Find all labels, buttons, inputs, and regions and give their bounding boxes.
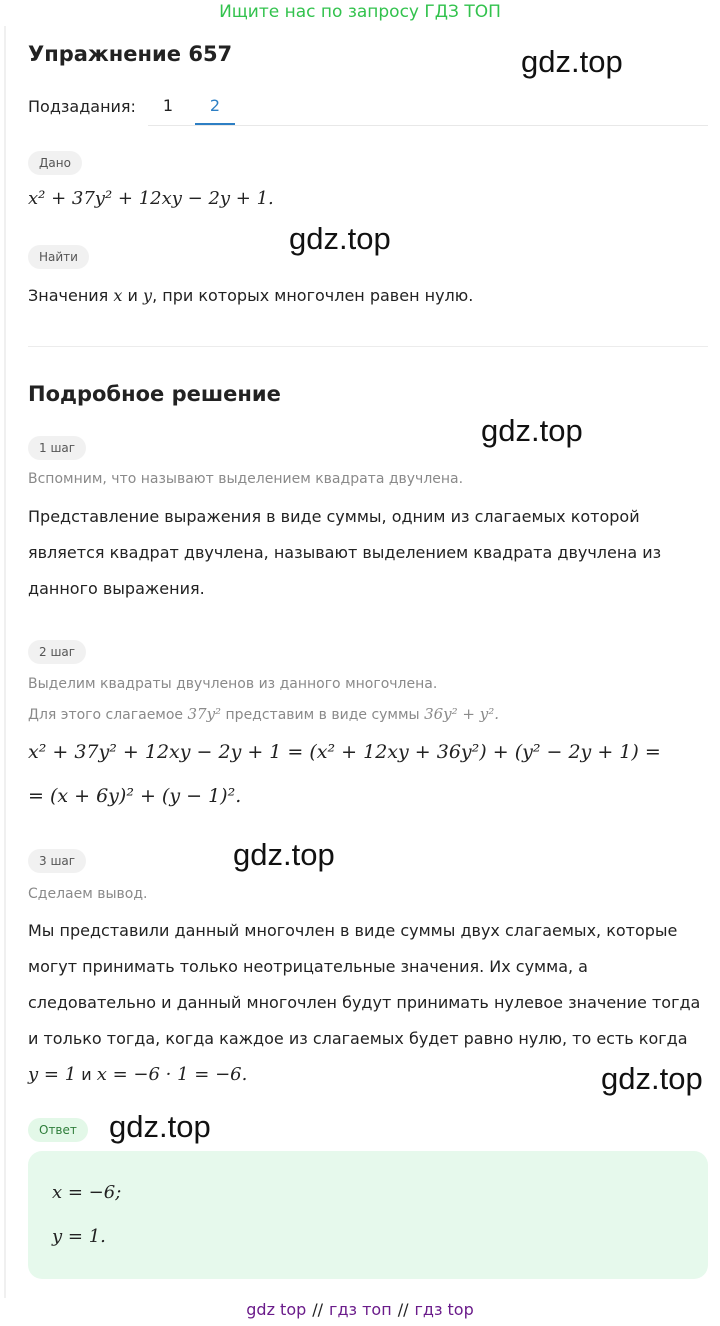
footer-link-gdz-top-mixed[interactable]: гдз top xyxy=(414,1300,474,1319)
footer-separator: // xyxy=(397,1300,409,1319)
answer-line-2: y = 1. xyxy=(52,1226,106,1247)
step-2-badge: 2 шаг xyxy=(28,640,86,664)
given-expression xyxy=(28,188,274,209)
step-3-badge: 3 шаг xyxy=(28,849,86,873)
step-3-line-1: Мы представили данный многочлен в виде суммы двух слагаемых, которые xyxy=(28,921,678,940)
answer-line-1: x = −6; xyxy=(52,1182,122,1203)
watermark: gdz.top xyxy=(233,837,335,872)
watermark: gdz.top xyxy=(481,413,583,448)
watermark: gdz.top xyxy=(289,221,391,256)
given-badge: Дано xyxy=(28,151,82,175)
content-frame xyxy=(4,26,718,1298)
step-3-final xyxy=(28,1057,247,1093)
step-2-note-2-math-1: 37y² xyxy=(187,705,222,723)
step-2-equation-1: x² + 37y² + 12xy − 2y + 1 = (x² + 12xy + 36y²) + (y² − 2y + 1) = xyxy=(28,741,661,763)
step-2-note: Выделим квадраты двучленов из данного многочлена. xyxy=(28,676,438,692)
step-1-line-2: является квадрат двучлена, называют выделением квадрата двучлена из xyxy=(28,543,662,562)
step-3-line-2: могут принимать только неотрицательные значения. Их сумма, а xyxy=(28,957,588,976)
find-and: и xyxy=(127,286,138,305)
find-var-x: x xyxy=(113,286,123,305)
active-tab-indicator xyxy=(195,123,235,125)
subtask-tab-2[interactable]: 2 xyxy=(209,96,221,115)
footer-link-gdz-top[interactable]: gdz top xyxy=(246,1300,307,1319)
subtasks-label: Подзадания: xyxy=(28,97,136,116)
search-banner: Ищите нас по запросу ГДЗ ТОП xyxy=(219,2,501,22)
find-text-before: Значения xyxy=(28,286,109,305)
footer-link-gdz-top-ru[interactable]: гдз топ xyxy=(329,1300,392,1319)
step-1-badge: 1 шаг xyxy=(28,436,86,460)
answer-box xyxy=(28,1151,708,1279)
section-divider xyxy=(28,346,708,347)
answer-badge: Ответ xyxy=(28,1118,88,1142)
subtasks-divider xyxy=(148,125,708,126)
step-2-note-2-math-2: 36y² + y². xyxy=(424,705,500,723)
watermark: gdz.top xyxy=(109,1109,211,1144)
step-2-note-2-b: представим в виде суммы xyxy=(225,707,420,723)
step-3-final-x: x = −6 · 1 = −6. xyxy=(96,1064,248,1085)
step-1-line-1: Представление выражения в виде суммы, одним из слагаемых которой xyxy=(28,507,640,526)
page-title: Упражнение 657 xyxy=(28,42,233,66)
watermark: gdz.top xyxy=(601,1061,703,1096)
step-1-note: Вспомним, что называют выделением квадрата двучлена. xyxy=(28,471,464,487)
step-3-line-4: и только тогда, когда каждое из слагаемых будет равно нулю, то есть когда xyxy=(28,1029,688,1048)
find-badge: Найти xyxy=(28,245,89,269)
find-text-after: , при которых многочлен равен нулю. xyxy=(152,286,474,305)
footer-links xyxy=(0,1300,720,1319)
subtask-tab-1[interactable]: 1 xyxy=(162,96,174,115)
step-2-note-2 xyxy=(28,705,499,723)
watermark: gdz.top xyxy=(521,44,623,79)
step-3-line-3: следовательно и данный многочлен будут принимать нулевое значение тогда xyxy=(28,993,701,1012)
given-expression-text: x² + 37y² + 12xy − 2y + 1. xyxy=(28,188,274,209)
step-1-line-3: данного выражения. xyxy=(28,579,205,598)
step-2-equation-2: = (x + 6y)² + (y − 1)². xyxy=(28,785,242,807)
solution-title: Подробное решение xyxy=(28,382,281,406)
find-var-y: y xyxy=(143,286,153,305)
find-text xyxy=(28,286,473,305)
step-3-note: Сделаем вывод. xyxy=(28,886,148,902)
step-3-final-y: y = 1 xyxy=(28,1064,77,1085)
step-3-final-and: и xyxy=(81,1065,92,1084)
step-2-note-2-a: Для этого слагаемое xyxy=(28,707,184,723)
footer-separator: // xyxy=(312,1300,324,1319)
